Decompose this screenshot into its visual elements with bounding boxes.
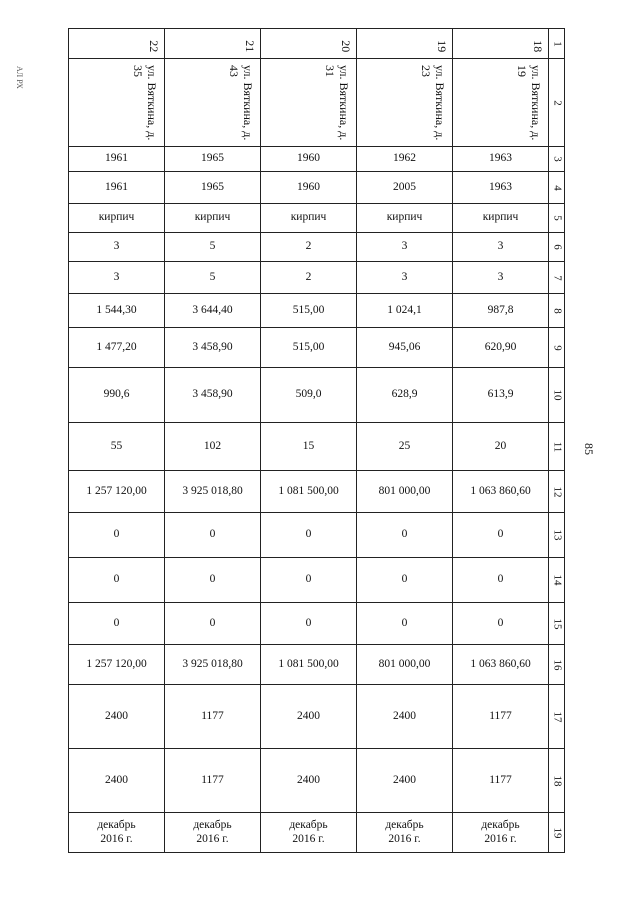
table-cell: 0 bbox=[165, 513, 261, 558]
table-cell: 102 bbox=[165, 423, 261, 471]
cell-record-number: 19 bbox=[357, 29, 453, 59]
date-cell: декабрь 2016 г. bbox=[261, 813, 357, 853]
table-cell: 1963 bbox=[453, 147, 549, 172]
column-number: 11 bbox=[549, 423, 565, 471]
date-cell: декабрь 2016 г. bbox=[69, 813, 165, 853]
table-cell: 1 477,20 bbox=[69, 328, 165, 368]
table-cell: 1965 bbox=[165, 172, 261, 204]
column-number: 16 bbox=[549, 645, 565, 685]
table-cell: 515,00 bbox=[261, 328, 357, 368]
row-col9 bbox=[69, 328, 565, 368]
table-cell: 2400 bbox=[69, 685, 165, 749]
column-number: 19 bbox=[549, 813, 565, 853]
table-cell: 515,00 bbox=[261, 294, 357, 328]
table-cell: 1 257 120,00 bbox=[69, 471, 165, 513]
table-cell: 25 bbox=[357, 423, 453, 471]
table-cell: 2 bbox=[261, 262, 357, 294]
row-col19 bbox=[69, 813, 565, 853]
table-cell: 2400 bbox=[357, 749, 453, 813]
cell-address: ул. Вяткина, д. 19 bbox=[453, 59, 549, 147]
column-number: 1 bbox=[549, 29, 565, 59]
table-cell: 0 bbox=[69, 558, 165, 603]
column-number: 6 bbox=[549, 233, 565, 262]
cell-address: ул. Вяткина, д. 31 bbox=[261, 59, 357, 147]
table-cell: 1 024,1 bbox=[357, 294, 453, 328]
row-col14 bbox=[69, 558, 565, 603]
table-cell: 0 bbox=[261, 558, 357, 603]
table-cell: 1177 bbox=[453, 749, 549, 813]
table-cell: 1177 bbox=[165, 685, 261, 749]
table-cell: 3 bbox=[357, 233, 453, 262]
table-cell: 0 bbox=[261, 603, 357, 645]
cell-address: ул. Вяткина, д. 23 bbox=[357, 59, 453, 147]
date-cell: декабрь 2016 г. bbox=[453, 813, 549, 853]
table-cell: кирпич bbox=[69, 204, 165, 233]
row-col11 bbox=[69, 423, 565, 471]
table-cell: 15 bbox=[261, 423, 357, 471]
table-cell: 3 bbox=[453, 233, 549, 262]
column-number: 8 bbox=[549, 294, 565, 328]
table-cell: 2005 bbox=[357, 172, 453, 204]
table-cell: кирпич bbox=[165, 204, 261, 233]
table-cell: 3 925 018,80 bbox=[165, 645, 261, 685]
column-number: 5 bbox=[549, 204, 565, 233]
cell-record-number: 18 bbox=[453, 29, 549, 59]
table-cell: 0 bbox=[69, 603, 165, 645]
row-col16 bbox=[69, 645, 565, 685]
table-cell: 3 458,90 bbox=[165, 328, 261, 368]
table-cell: 1961 bbox=[69, 147, 165, 172]
column-number: 13 bbox=[549, 513, 565, 558]
row-address bbox=[69, 59, 565, 147]
data-table bbox=[68, 28, 565, 853]
row-col15 bbox=[69, 603, 565, 645]
row-col17 bbox=[69, 685, 565, 749]
table-cell: кирпич bbox=[261, 204, 357, 233]
table-cell: 1960 bbox=[261, 172, 357, 204]
table-cell: 2400 bbox=[69, 749, 165, 813]
column-number: 3 bbox=[549, 147, 565, 172]
table-cell: 801 000,00 bbox=[357, 645, 453, 685]
row-col3 bbox=[69, 147, 565, 172]
margin-note: АЛ РХ bbox=[15, 66, 24, 89]
column-number: 17 bbox=[549, 685, 565, 749]
table-cell: 3 644,40 bbox=[165, 294, 261, 328]
cell-address: ул. Вяткина, д. 43 bbox=[165, 59, 261, 147]
table-cell: 1 544,30 bbox=[69, 294, 165, 328]
table-cell: 3 bbox=[357, 262, 453, 294]
cell-address: ул. Вяткина, д. 35 bbox=[69, 59, 165, 147]
table-cell: 1177 bbox=[165, 749, 261, 813]
table-cell: 0 bbox=[357, 558, 453, 603]
table-cell: 1963 bbox=[453, 172, 549, 204]
table-cell: 628,9 bbox=[357, 368, 453, 423]
table-cell: 20 bbox=[453, 423, 549, 471]
table-cell: 620,90 bbox=[453, 328, 549, 368]
table-cell: 1960 bbox=[261, 147, 357, 172]
row-col5 bbox=[69, 204, 565, 233]
table-cell: 1 063 860,60 bbox=[453, 471, 549, 513]
table-cell: 1 081 500,00 bbox=[261, 645, 357, 685]
table-cell: 0 bbox=[261, 513, 357, 558]
table-cell: 1 257 120,00 bbox=[69, 645, 165, 685]
table-cell: 3 bbox=[453, 262, 549, 294]
table-cell: 1961 bbox=[69, 172, 165, 204]
table-cell: кирпич bbox=[453, 204, 549, 233]
table-cell: 5 bbox=[165, 262, 261, 294]
row-col4 bbox=[69, 172, 565, 204]
table-cell: 3 925 018,80 bbox=[165, 471, 261, 513]
table-cell: 801 000,00 bbox=[357, 471, 453, 513]
table-cell: 0 bbox=[357, 513, 453, 558]
table-cell: 1 063 860,60 bbox=[453, 645, 549, 685]
table-cell: 1 081 500,00 bbox=[261, 471, 357, 513]
row-col18 bbox=[69, 749, 565, 813]
row-col13 bbox=[69, 513, 565, 558]
table-cell: кирпич bbox=[357, 204, 453, 233]
table-cell: 3 458,90 bbox=[165, 368, 261, 423]
table-cell: 509,0 bbox=[261, 368, 357, 423]
row-col8 bbox=[69, 294, 565, 328]
table-cell: 0 bbox=[165, 603, 261, 645]
column-number: 7 bbox=[549, 262, 565, 294]
column-number: 10 bbox=[549, 368, 565, 423]
page-number: 85 bbox=[582, 443, 596, 455]
table-cell: 0 bbox=[453, 603, 549, 645]
column-number: 4 bbox=[549, 172, 565, 204]
table-cell: 3 bbox=[69, 233, 165, 262]
table-cell: 0 bbox=[357, 603, 453, 645]
column-number: 9 bbox=[549, 328, 565, 368]
cell-record-number: 21 bbox=[165, 29, 261, 59]
column-number: 2 bbox=[549, 59, 565, 147]
row-col7 bbox=[69, 262, 565, 294]
date-cell: декабрь 2016 г. bbox=[165, 813, 261, 853]
table-cell: 5 bbox=[165, 233, 261, 262]
row-col6 bbox=[69, 233, 565, 262]
row-record-number bbox=[69, 29, 565, 59]
column-number: 12 bbox=[549, 471, 565, 513]
date-cell: декабрь 2016 г. bbox=[357, 813, 453, 853]
table-cell: 0 bbox=[453, 513, 549, 558]
table-cell: 2400 bbox=[357, 685, 453, 749]
row-col10 bbox=[69, 368, 565, 423]
column-number: 14 bbox=[549, 558, 565, 603]
table-cell: 55 bbox=[69, 423, 165, 471]
table-cell: 1962 bbox=[357, 147, 453, 172]
table-cell: 2 bbox=[261, 233, 357, 262]
column-number: 18 bbox=[549, 749, 565, 813]
table-cell: 990,6 bbox=[69, 368, 165, 423]
table-cell: 2400 bbox=[261, 685, 357, 749]
table-cell: 987,8 bbox=[453, 294, 549, 328]
cell-record-number: 22 bbox=[69, 29, 165, 59]
table-cell: 613,9 bbox=[453, 368, 549, 423]
table-cell: 1177 bbox=[453, 685, 549, 749]
table-cell: 3 bbox=[69, 262, 165, 294]
table-cell: 0 bbox=[69, 513, 165, 558]
table-cell: 1965 bbox=[165, 147, 261, 172]
table-cell: 2400 bbox=[261, 749, 357, 813]
table-cell: 0 bbox=[453, 558, 549, 603]
table-cell: 0 bbox=[165, 558, 261, 603]
table-cell: 945,06 bbox=[357, 328, 453, 368]
cell-record-number: 20 bbox=[261, 29, 357, 59]
row-col12 bbox=[69, 471, 565, 513]
column-number: 15 bbox=[549, 603, 565, 645]
